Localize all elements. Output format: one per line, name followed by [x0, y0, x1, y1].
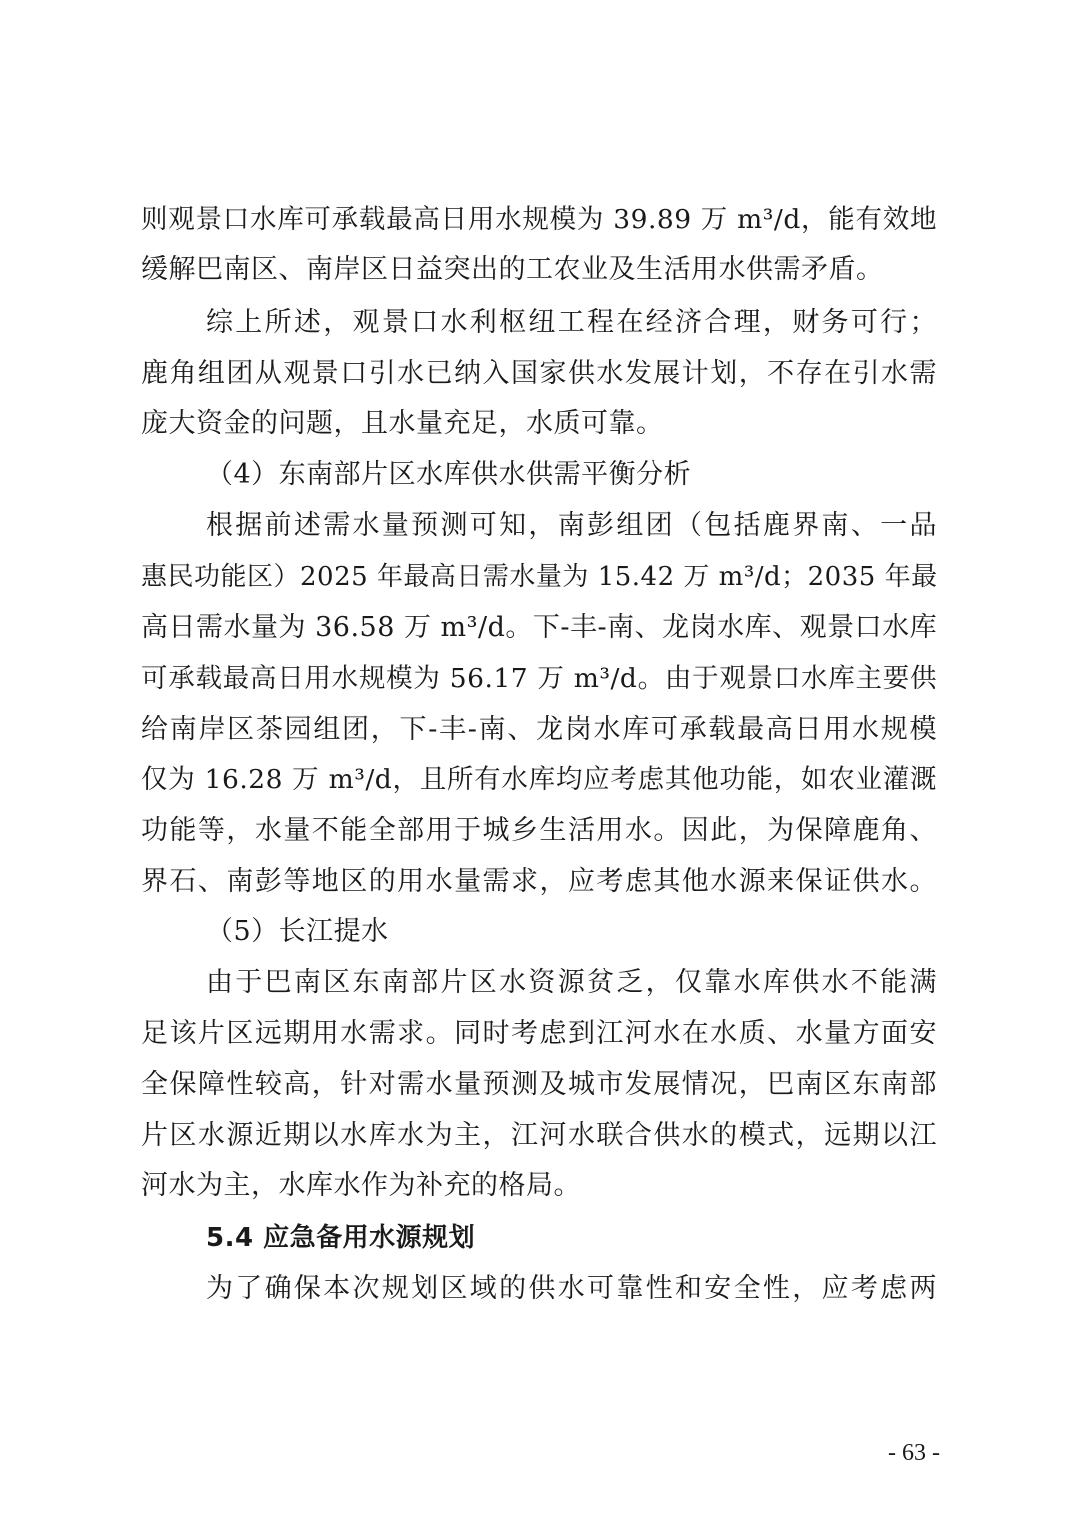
text-line: 给南岸区茶园组团，下-丰-南、龙岗水库可承载最高日用水规模	[141, 714, 937, 745]
paragraph-start-line: 由于巴南区东南部片区水资源贫乏，仅靠水库供水不能满	[206, 967, 937, 998]
paragraph-start-line: 综上所述，观景口水利枢纽工程在经济合理，财务可行；	[206, 307, 937, 338]
page-number: - 63 -	[888, 1440, 940, 1466]
text-line: 界石、南彭等地区的用水量需求，应考虑其他水源来保证供水。	[141, 866, 937, 897]
text-line: 仅为 16.28 万 m³/d，且所有水库均应考虑其他功能，如农业灌溉	[141, 764, 937, 795]
paragraph-start-line: 根据前述需水量预测可知，南彭组团（包括鹿界南、一品	[206, 510, 937, 541]
text-line: 河水为主，水库水作为补充的格局。	[141, 1170, 581, 1201]
paragraph-start-line: 为了确保本次规划区域的供水可靠性和安全性，应考虑两	[206, 1273, 937, 1304]
text-line: 功能等，水量不能全部用于城乡生活用水。因此，为保障鹿角、	[141, 815, 937, 846]
text-line: 片区水源近期以水库水为主，江河水联合供水的模式，远期以江	[141, 1120, 937, 1151]
section-heading: 5.4 应急备用水源规划	[206, 1223, 476, 1253]
text-line: 缓解巴南区、南岸区日益突出的工农业及生活用水供需矛盾。	[141, 254, 884, 285]
text-line: 庞大资金的问题，且水量充足，水质可靠。	[141, 408, 664, 439]
text-line: 惠民功能区）2025 年最高日需水量为 15.42 万 m³/d；2035 年最	[141, 562, 938, 592]
subsection-title: （5）长江提水	[206, 916, 389, 947]
subsection-title: （4）东南部片区水库供水供需平衡分析	[206, 459, 692, 490]
text-line: 鹿角组团从观景口引水已纳入国家供水发展计划，不存在引水需	[141, 358, 937, 389]
text-line: 则观景口水库可承载最高日用水规模为 39.89 万 m³/d，能有效地	[141, 204, 937, 235]
text-line: 足该片区远期用水需求。同时考虑到江河水在水质、水量方面安	[141, 1018, 937, 1049]
text-line: 全保障性较高，针对需水量预测及城市发展情况，巴南区东南部	[141, 1069, 937, 1100]
text-line: 可承载最高日用水规模为 56.17 万 m³/d。由于观景口水库主要供	[141, 663, 937, 694]
text-line: 高日需水量为 36.58 万 m³/d。下-丰-南、龙岗水库、观景口水库	[141, 612, 938, 643]
